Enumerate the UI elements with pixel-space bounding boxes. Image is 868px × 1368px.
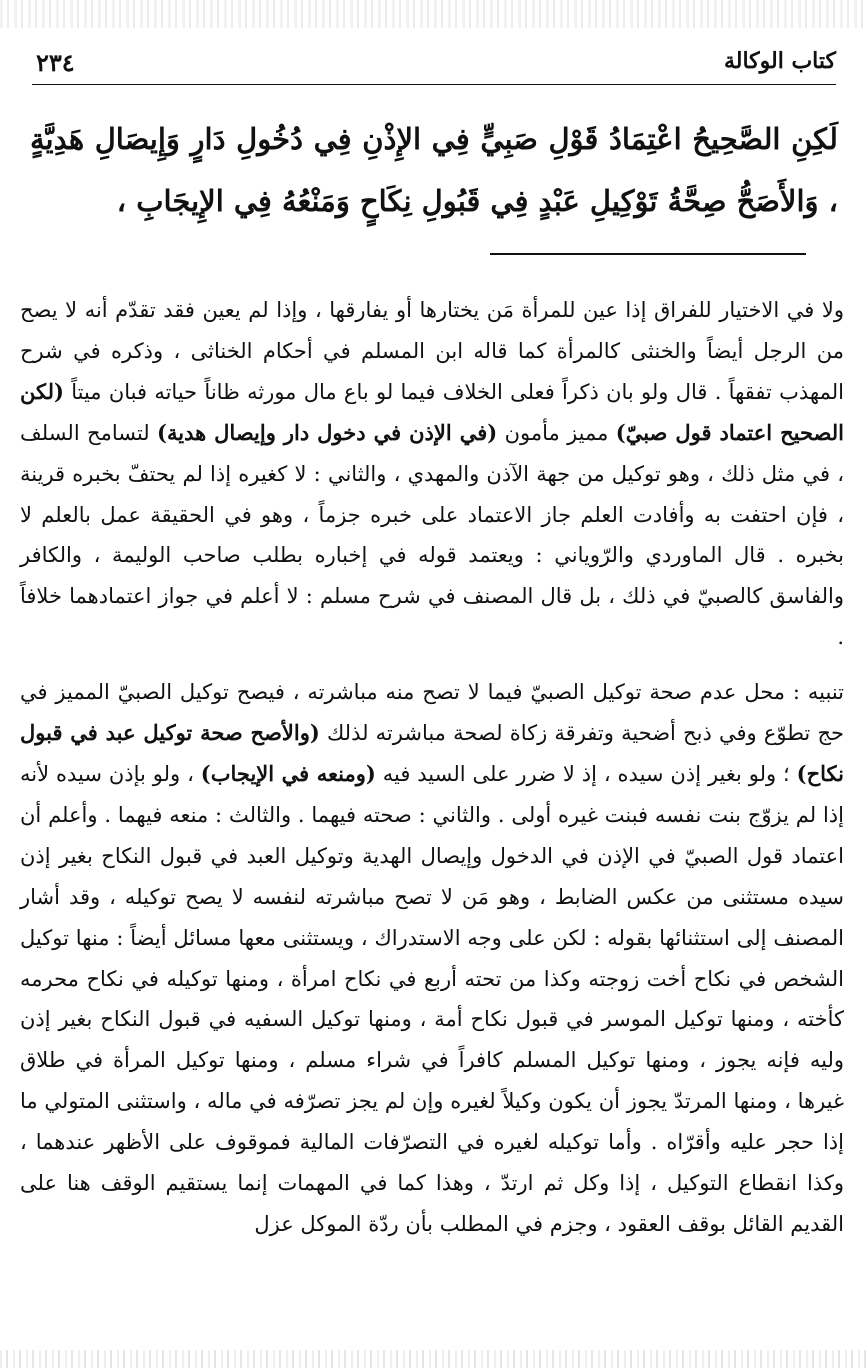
commentary-paragraph-2 bbox=[20, 672, 844, 1245]
page-edge-top bbox=[0, 0, 868, 28]
commentary-text: ، ولو بإذن سيده لأنه إذا لم يزوّج بنت نفسه فبنت غيره أولى . والثاني : صحته فيهما . والثالث : منعه فيهما . وأعلم أن اعتماد قول الصبيّ في الإذن في الدخول وإيصال الهدية وتوكيل العبد في قبول النكاح بغير إذن سيده مستثنى من عكس الضابط ، وهو مَن لا تصح مباشرته لنفسه لا يصح توكيله ، وقد أشار المصنف إلى استثنائها بقوله : لكن على وجه الاستدراك ، ويستثنى معها مسائل أيضاً : منها توكيل الشخص في نكاح أخت زوجته وكذا من تحته أربع في نكاح امرأة ، ومنها توكيله في نكاح محرمه كأخته ، ومنها توكيل الموسر في قبول نكاح أمة ، ومنها توكيل السفيه في قبول النكاح بغير إذن وليه فإنه يجوز ، ومنها توكيل المسلم كافراً في شراء مسلم ، ومنها توكيل المرأة في طلاق غيرها ، ومنها المرتدّ يجوز أن يكون وكيلاً لغيره وإن لم يجز تصرّفه في ماله ، واستثنى المتولي ما إذا حجر عليه وأقرّاه . وأما توكيله لغيره في التصرّفات المالية فموقوف على الأظهر عندهما ، وكذا انقطاع التوكيل ، إذا وكل ثم ارتدّ ، وهذا كما في المهمات إنما يستقيم الوقف هنا على القديم القائل بوقف العقود ، وجزم في المطلب بأن ردّة الموكل عزل bbox=[20, 761, 844, 1236]
matn-quote: (والأصح صحة توكيل عبد في قبول نكاح) bbox=[20, 720, 844, 786]
page-edge-bottom bbox=[0, 1350, 868, 1368]
matn-quote: (لكن الصحيح اعتماد قول صبيّ) bbox=[20, 378, 844, 445]
book-title: كتاب الوكالة bbox=[723, 48, 836, 74]
matn-quote: (ومنعه في الإيجاب) bbox=[200, 760, 376, 786]
commentary bbox=[20, 290, 844, 1245]
commentary-text: ؛ ولو بغير إذن سيده ، إذ لا ضرر على السيد فيه bbox=[382, 761, 790, 786]
commentary-text: ولا في الاختيار للفراق إذا عين للمرأة مَن يختارها أو يفارقها ، وإذا لم يعين فقد تقدّم أنه لا يصح من الرجل أيضاً والخنثى كالمرأة كما قاله ابن المسلم في أحكام الخناثى ، وذكره في شرح المهذب تفقهاً . قال ولو بان ذكراً فعلى الخلاف فيما لو باع مال مورثه ظاناً حياته فبان ميتاً bbox=[20, 298, 844, 404]
commentary-text: مميز مأمون bbox=[504, 420, 609, 445]
commentary-paragraph-1 bbox=[20, 290, 844, 658]
page-number: ٢٣٤ bbox=[36, 48, 75, 77]
running-header bbox=[32, 44, 836, 85]
section-separator bbox=[490, 253, 806, 255]
commentary-text: تنبيه : محل عدم صحة توكيل الصبيّ فيما لا تصح منه مباشرته ، فيصح توكيل الصبيّ المميز في حج تطوّع وفي ذبح أضحية وتفرقة زكاة لصحة مباشرته لذلك bbox=[20, 680, 844, 746]
matn-text: لَكِنِ الصَّحِيحُ اعْتِمَادُ قَوْلِ صَبِيٍّ فِي الإِذْنِ فِي دُخُولِ دَارٍ وَإِيصَالِ هَدِيَّةٍ ، وَالأَصَحُّ صِحَّةُ تَوْكِيلِ عَبْدٍ فِي قَبُولِ نِكَاحٍ وَمَنْعُهُ فِي الإِيجَابِ ، bbox=[30, 122, 838, 218]
matn-quote: (في الإذن في دخول دار وإيصال هدية) bbox=[157, 419, 498, 445]
commentary-text: لتسامح السلف ، في مثل ذلك ، وهو توكيل من جهة الآذن والمهدي ، والثاني : لا كغيره إذا لم يحتفّ بخبره قرينة ، فإن احتفت به وأفادت العلم جاز الاعتماد على خبره جزماً ، وهو في الحقيقة عمل بالعلم لا بخبره . قال الماوردي والرّوياني : ويعتمد قوله في إخباره بطلب صاحب الوليمة ، والكافر والفاسق كالصبيّ في ذلك ، بل قال المصنف في شرح مسلم : لا أعلم في جواز اعتمادهما خلافاً . bbox=[20, 420, 844, 650]
